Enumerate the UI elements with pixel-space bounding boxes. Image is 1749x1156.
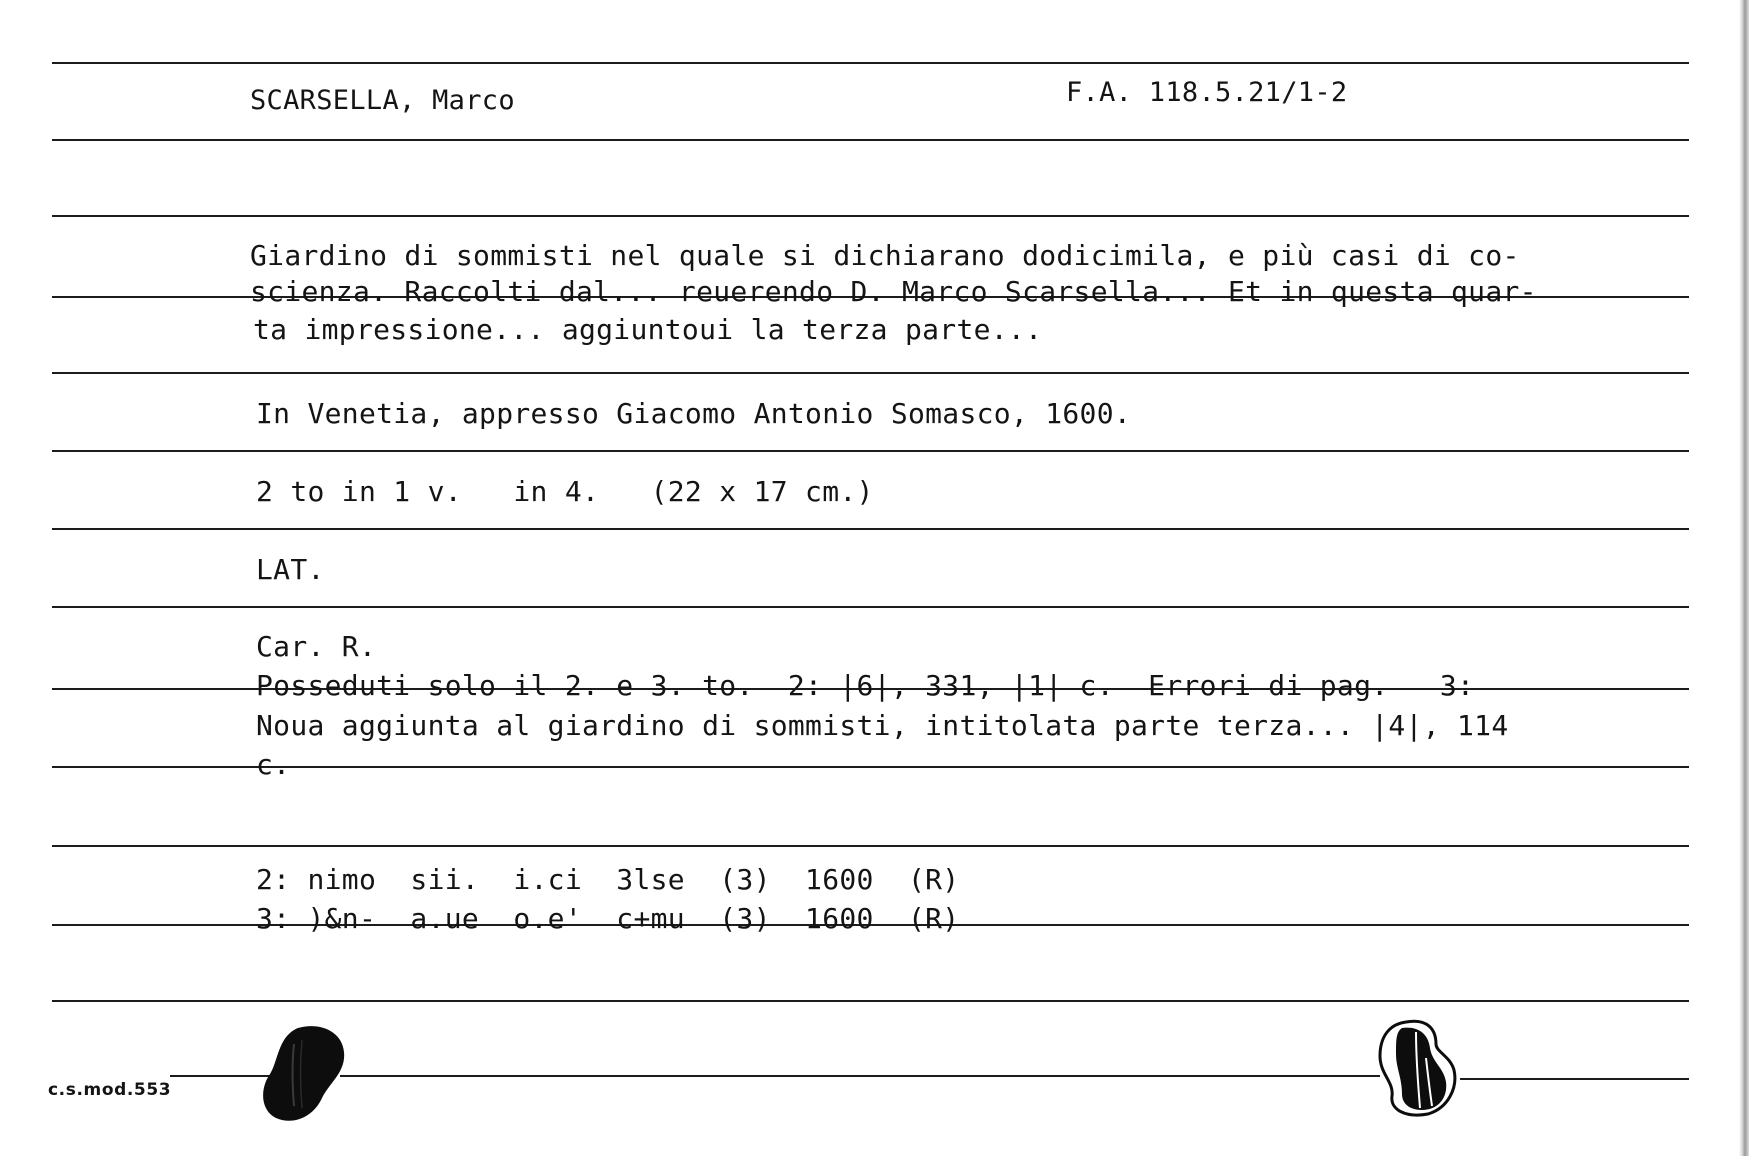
rule-line-bottom-right xyxy=(1460,1078,1689,1080)
notes-line: Posseduti solo il 2. e 3. to. 2: |6|, 331, |1| c. Errori di pag. 3: xyxy=(256,669,1475,702)
form-code: c.s.mod.553 xyxy=(48,1080,172,1100)
imprint: In Venetia, appresso Giacomo Antonio Somasco, 1600. xyxy=(256,397,1132,430)
title-line: Giardino di sommisti nel quale si dichiarano dodicimila, e più casi di co- xyxy=(250,239,1520,272)
fingerprint-line: 3: )&n- a.ue o.e' c+mu (3) 1600 (R) xyxy=(256,902,960,935)
rule-line xyxy=(52,372,1689,374)
fingerprint-line: 2: nimo sii. i.ci 3lse (3) 1600 (R) xyxy=(256,863,960,896)
author-heading: SCARSELLA, Marco xyxy=(250,85,515,116)
language: LAT. xyxy=(256,553,325,586)
card-edge xyxy=(1739,0,1749,1156)
punch-hole-left-icon xyxy=(258,1022,350,1124)
rule-line xyxy=(52,139,1689,141)
notes-line: c. xyxy=(256,748,291,781)
rule-line xyxy=(52,606,1689,608)
notes-line: Noua aggiunta al giardino di sommisti, intitolata parte terza... |4|, 114 xyxy=(256,709,1509,742)
punch-hole-right-icon xyxy=(1376,1018,1460,1118)
rule-line xyxy=(52,845,1689,847)
physical-description: 2 to in 1 v. in 4. (22 x 17 cm.) xyxy=(256,475,874,508)
rule-line xyxy=(52,528,1689,530)
title-line: scienza. Raccolti dal... reuerendo D. Marco Scarsella... Et in questa quar- xyxy=(250,275,1537,308)
notes-line: Car. R. xyxy=(256,630,377,663)
rule-line xyxy=(52,62,1689,64)
rule-line xyxy=(52,766,1689,768)
rule-line xyxy=(52,1000,1689,1002)
rule-line xyxy=(52,215,1689,217)
rule-line xyxy=(52,450,1689,452)
rule-line-bottom-middle xyxy=(340,1075,1380,1077)
shelfmark: F.A. 118.5.21/1-2 xyxy=(1066,77,1348,108)
title-line: ta impressione... aggiuntoui la terza parte... xyxy=(253,313,1043,346)
